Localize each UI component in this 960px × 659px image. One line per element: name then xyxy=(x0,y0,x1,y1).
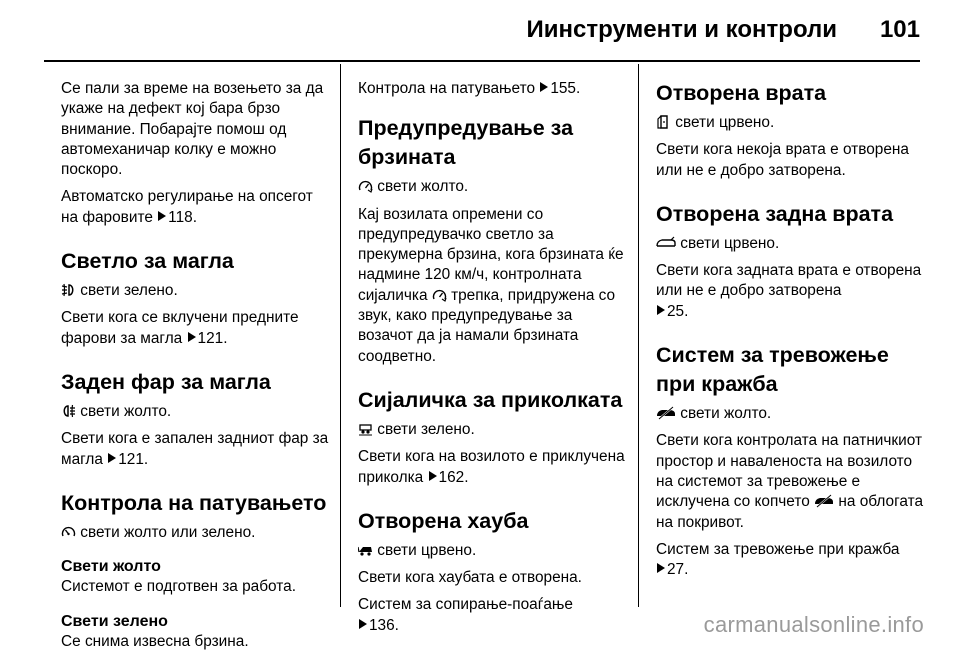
section-heading: Контрола на патувањето xyxy=(61,490,327,515)
paragraph: Кај возилата опремени со предупредувачко светло за прекумерна брзина, кога брзината ќе надмине 120 км/ч, контролната сијаличка трепка, придружена со звук, како предупредување за возачот да ја намали брзината соодветно. xyxy=(358,205,624,365)
speed-warning-icon xyxy=(432,288,447,302)
hood-open-icon xyxy=(358,543,373,557)
paragraph: Свети кога хаубата е отворена. xyxy=(358,569,582,587)
page-reference-icon xyxy=(540,82,548,92)
status-line: свети зелено. xyxy=(358,420,630,440)
speedometer-icon xyxy=(61,525,76,539)
status-line: свети црвено. xyxy=(358,541,630,561)
column-1 xyxy=(61,79,333,659)
section-heading: Светло за магла xyxy=(61,249,234,274)
status-line: свети црвено. xyxy=(656,234,928,254)
anti-theft-alarm-icon xyxy=(814,494,834,508)
page-reference-icon xyxy=(359,619,367,629)
rear-fog-light-icon xyxy=(61,404,76,418)
status-line: свети жолто или зелено. xyxy=(61,523,333,543)
section-heading: Отворена задна врата xyxy=(656,201,894,226)
page-reference-icon xyxy=(657,305,665,315)
section-heading: Отворена врата xyxy=(656,81,827,105)
column-3 xyxy=(656,79,928,587)
page-reference-icon xyxy=(188,332,196,342)
trailer-icon xyxy=(358,422,373,436)
section-heading: Систем за тревожење при кражба xyxy=(656,343,889,397)
watermark: carmanualsonline.info xyxy=(703,612,924,637)
paragraph: Свети кога задната врата е отворена или не е добро затворена 25. xyxy=(656,262,922,320)
page-title: Иинструменти и контроли xyxy=(526,16,837,43)
column-divider xyxy=(340,64,341,607)
tailgate-open-icon xyxy=(656,236,676,250)
page-number: 101 xyxy=(879,16,920,43)
paragraph: Контрола на патувањето 155. xyxy=(358,80,581,97)
section-heading: Заден фар за магла xyxy=(61,369,271,394)
paragraph: Систем за сопирање-поаѓање 136. xyxy=(358,596,573,634)
paragraph: Системот е подготвен за работа. xyxy=(61,578,296,596)
paragraph: Свети кога некоја врата е отворена или не е добро затворена. xyxy=(656,141,909,179)
section-heading: Предупредување за брзината xyxy=(358,116,574,170)
sub-heading: Свети зелено xyxy=(61,612,168,630)
column-2 xyxy=(358,79,630,643)
status-line: свети црвено. xyxy=(656,113,928,133)
front-fog-light-icon xyxy=(61,283,76,297)
paragraph: Свети кога на возилото е приклучена приколка 162. xyxy=(358,448,625,486)
speed-warning-icon xyxy=(358,179,373,193)
header-divider xyxy=(44,60,920,62)
section-heading: Отворена хауба xyxy=(358,508,529,533)
paragraph: Се пали за време на возењето за да укаже на дефект кој бара брзо внимание. Побарајте помош од автомеханичар колку е можно поскоро. xyxy=(61,80,324,179)
page-reference-icon xyxy=(657,563,665,573)
paragraph: Свети кога контролата на патничкиот простор и наваленоста на возилото на системот за тревожење е исклучена со копчето на облогата на покривот. xyxy=(656,432,924,531)
section-heading: Сијаличка за приколката xyxy=(358,387,623,412)
paragraph: Автоматско регулирање на опсегот на фаровите 118. xyxy=(61,188,313,226)
paragraph: Систем за тревожење при кражба 27. xyxy=(656,540,900,579)
paragraph: Се снима извесна брзина. xyxy=(61,633,249,651)
anti-theft-alarm-icon xyxy=(656,406,676,420)
status-line: свети жолто. xyxy=(358,177,630,197)
page-reference-icon xyxy=(108,453,116,463)
page-reference-icon xyxy=(158,211,166,221)
paragraph: Свети кога е запален задниот фар за магла 121. xyxy=(61,430,329,468)
status-line: свети жолто. xyxy=(656,404,928,424)
page-reference-icon xyxy=(429,471,437,481)
door-open-icon xyxy=(656,115,671,129)
column-divider xyxy=(638,64,639,607)
status-line: свети жолто. xyxy=(61,402,333,422)
sub-heading: Свети жолто xyxy=(61,558,161,576)
status-line: свети зелено. xyxy=(61,281,333,301)
paragraph: Свети кога се вклучени предните фарови за магла 121. xyxy=(61,309,299,347)
